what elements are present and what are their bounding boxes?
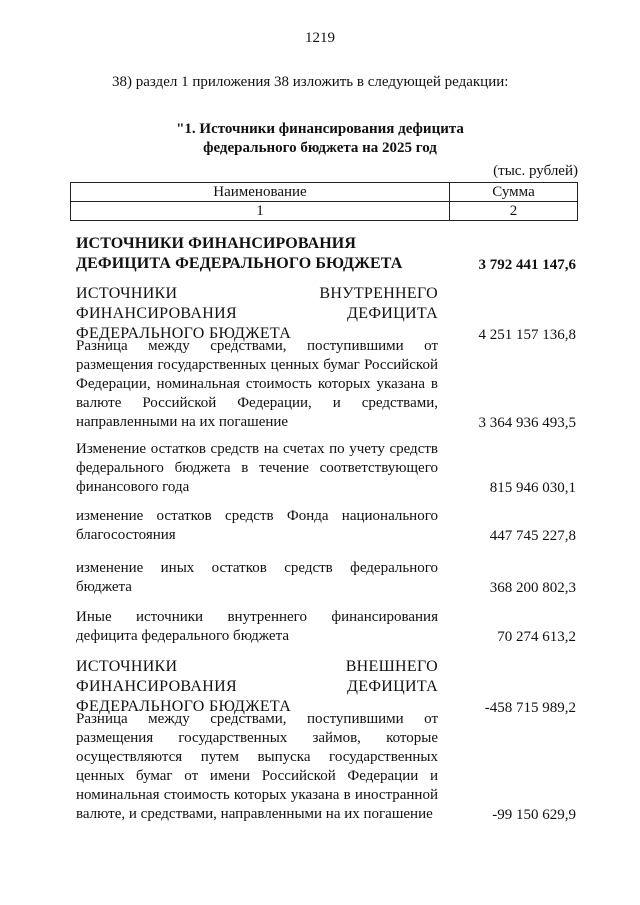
table-row	[76, 507, 576, 545]
table-row	[76, 559, 576, 597]
table-column-numbers-row	[71, 202, 578, 221]
row-label: ИСТОЧНИКИ ФИНАНСИРОВАНИЯ ДЕФИЦИТА ФЕДЕРАЛЬНОГО БЮДЖЕТА	[76, 235, 403, 272]
table-row	[76, 234, 576, 274]
column-number-2: 2	[450, 202, 578, 221]
section-title-line-1: "1. Источники финансирования дефицита	[176, 121, 464, 137]
row-label: изменение иных остатков средств федерального бюджета	[76, 560, 438, 595]
row-amount: 3 792 441 147,6	[478, 257, 576, 273]
table-row	[76, 337, 576, 432]
row-label: Иные источники внутреннего финансирования дефицита федерального бюджета	[76, 609, 438, 644]
column-header-name: Наименование	[71, 183, 450, 202]
row-label: ИСТОЧНИКИ ВНУТРЕННЕГО ФИНАНСИРОВАНИЯ ДЕФИЦИТА ФЕДЕРАЛЬНОГО БЮДЖЕТА	[76, 285, 438, 342]
table-row	[76, 710, 576, 824]
section-title	[0, 120, 640, 158]
row-label: Разница между средствами, поступившими от размещения государственных займов, которые осуществляются путем выпуска государственных ценных бумаг от имени Российской Федерации и номинальная стоимость которых указана в иностранной валюте, и средствами, направленными на их погашение	[76, 711, 438, 822]
table-row	[76, 284, 576, 344]
row-amount: 3 364 936 493,5	[478, 415, 576, 431]
units-note: (тыс. рублей)	[493, 163, 578, 179]
row-label: изменение остатков средств Фонда национального благосостояния	[76, 508, 438, 543]
table-row	[76, 657, 576, 717]
table-header	[70, 182, 578, 221]
amendment-instruction: 38) раздел 1 приложения 38 изложить в следующей редакции:	[112, 74, 509, 90]
table-row	[76, 440, 576, 497]
row-amount: 447 745 227,8	[489, 528, 576, 544]
row-amount: -99 150 629,9	[492, 807, 576, 823]
row-amount: 4 251 157 136,8	[478, 327, 576, 343]
page-number: 1219	[305, 30, 335, 46]
column-number-1: 1	[71, 202, 450, 221]
row-amount: 70 274 613,2	[497, 629, 576, 645]
row-label: Разница между средствами, поступившими от размещения государственных ценных бумаг Российской Федерации, номинальная стоимость которых указана в валюте Российской Федерации, и средствами, направленными на их погашение	[76, 338, 438, 430]
row-amount: 368 200 802,3	[489, 580, 576, 596]
table-header-row	[71, 183, 578, 202]
row-label: ИСТОЧНИКИ ВНЕШНЕГО ФИНАНСИРОВАНИЯ ДЕФИЦИТА ФЕДЕРАЛЬНОГО БЮДЖЕТА	[76, 658, 438, 715]
section-title-line-2: федерального бюджета на 2025 год	[203, 140, 437, 156]
row-amount: 815 946 030,1	[489, 480, 576, 496]
row-label: Изменение остатков средств на счетах по учету средств федерального бюджета в течение соответствующего финансового года	[76, 441, 438, 495]
column-header-sum: Сумма	[450, 183, 578, 202]
table-row	[76, 608, 576, 646]
row-amount: -458 715 989,2	[484, 700, 576, 716]
